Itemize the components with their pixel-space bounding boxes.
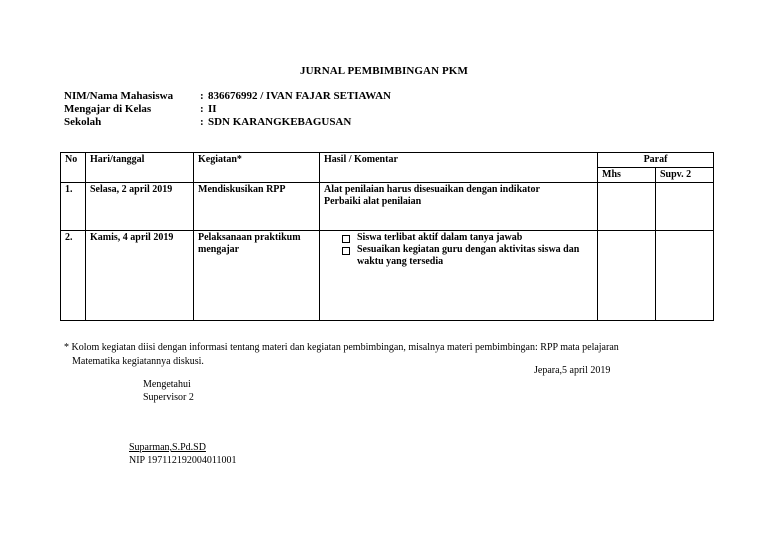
- info-colon: :: [200, 116, 204, 128]
- cell-result: [320, 231, 598, 321]
- header-date: Hari/tanggal: [86, 153, 194, 183]
- cell-no: 2.: [61, 231, 86, 321]
- cell-no: 1.: [61, 183, 86, 231]
- result-bullet: [342, 244, 593, 268]
- footnote-line: * Kolom kegiatan diisi dengan informasi tentang materi dan kegiatan pembimbingan, misalnya materi pembimbingan: RPP mata pelajaran: [64, 342, 619, 353]
- table-header-row: [61, 153, 714, 168]
- signature-block: [143, 378, 194, 404]
- cell-date: Kamis, 4 april 2019: [86, 231, 194, 321]
- info-colon: :: [200, 103, 204, 115]
- cell-date: Selasa, 2 april 2019: [86, 183, 194, 231]
- info-row-class: [64, 103, 391, 116]
- signer-name: Suparman,S.Pd.SD: [129, 442, 206, 453]
- info-row-student: [64, 90, 391, 103]
- sign-known: Mengetahui: [143, 379, 191, 390]
- table-row: [61, 231, 714, 321]
- place-date: Jepara,5 april 2019: [534, 365, 611, 376]
- header-activity: Kegiatan*: [194, 153, 320, 183]
- signer-nip: NIP 197112192004011001: [129, 455, 237, 466]
- info-label: Mengajar di Kelas: [64, 103, 152, 115]
- cell-mhs: [598, 183, 656, 231]
- cell-activity: Pelaksanaan praktikum mengajar: [194, 231, 320, 321]
- cell-result: [320, 183, 598, 231]
- header-supv: Supv. 2: [656, 168, 714, 183]
- cell-activity: Mendiskusikan RPP: [194, 183, 320, 231]
- student-info: [64, 90, 391, 129]
- info-value: 836676992 / IVAN FAJAR SETIAWAN: [208, 90, 391, 102]
- cell-mhs: [598, 231, 656, 321]
- info-row-school: [64, 116, 391, 129]
- info-colon: :: [200, 90, 204, 102]
- bullet-text: Siswa terlibat aktif dalam tanya jawab: [357, 232, 523, 243]
- checkbox-bullet-icon: [342, 247, 350, 255]
- info-label: NIM/Nama Mahasiswa: [64, 90, 174, 102]
- header-mhs: Mhs: [598, 168, 656, 183]
- result-bullet: [342, 232, 593, 244]
- info-label: Sekolah: [64, 116, 102, 128]
- checkbox-bullet-icon: [342, 235, 350, 243]
- info-value: II: [208, 103, 217, 115]
- header-paraf: Paraf: [598, 153, 714, 168]
- info-value: SDN KARANGKEBAGUSAN: [208, 116, 352, 128]
- document-title: JURNAL PEMBIMBINGAN PKM: [300, 65, 468, 77]
- result-line: Alat penilaian harus disesuaikan dengan indikator: [324, 184, 540, 195]
- sign-role: Supervisor 2: [143, 392, 194, 403]
- result-line: Perbaiki alat penilaian: [324, 196, 422, 207]
- header-result: Hasil / Komentar: [320, 153, 598, 183]
- signer-block: [129, 441, 237, 467]
- bullet-text: Sesuaikan kegiatan guru dengan aktivitas siswa dan waktu yang tersedia: [357, 244, 580, 267]
- table-row: [61, 183, 714, 231]
- cell-supv: [656, 231, 714, 321]
- footnote-line: Matematika kegiatannya diskusi.: [72, 356, 204, 367]
- cell-supv: [656, 183, 714, 231]
- footnote: [64, 341, 714, 369]
- header-no: No: [61, 153, 86, 183]
- journal-table: [60, 152, 714, 321]
